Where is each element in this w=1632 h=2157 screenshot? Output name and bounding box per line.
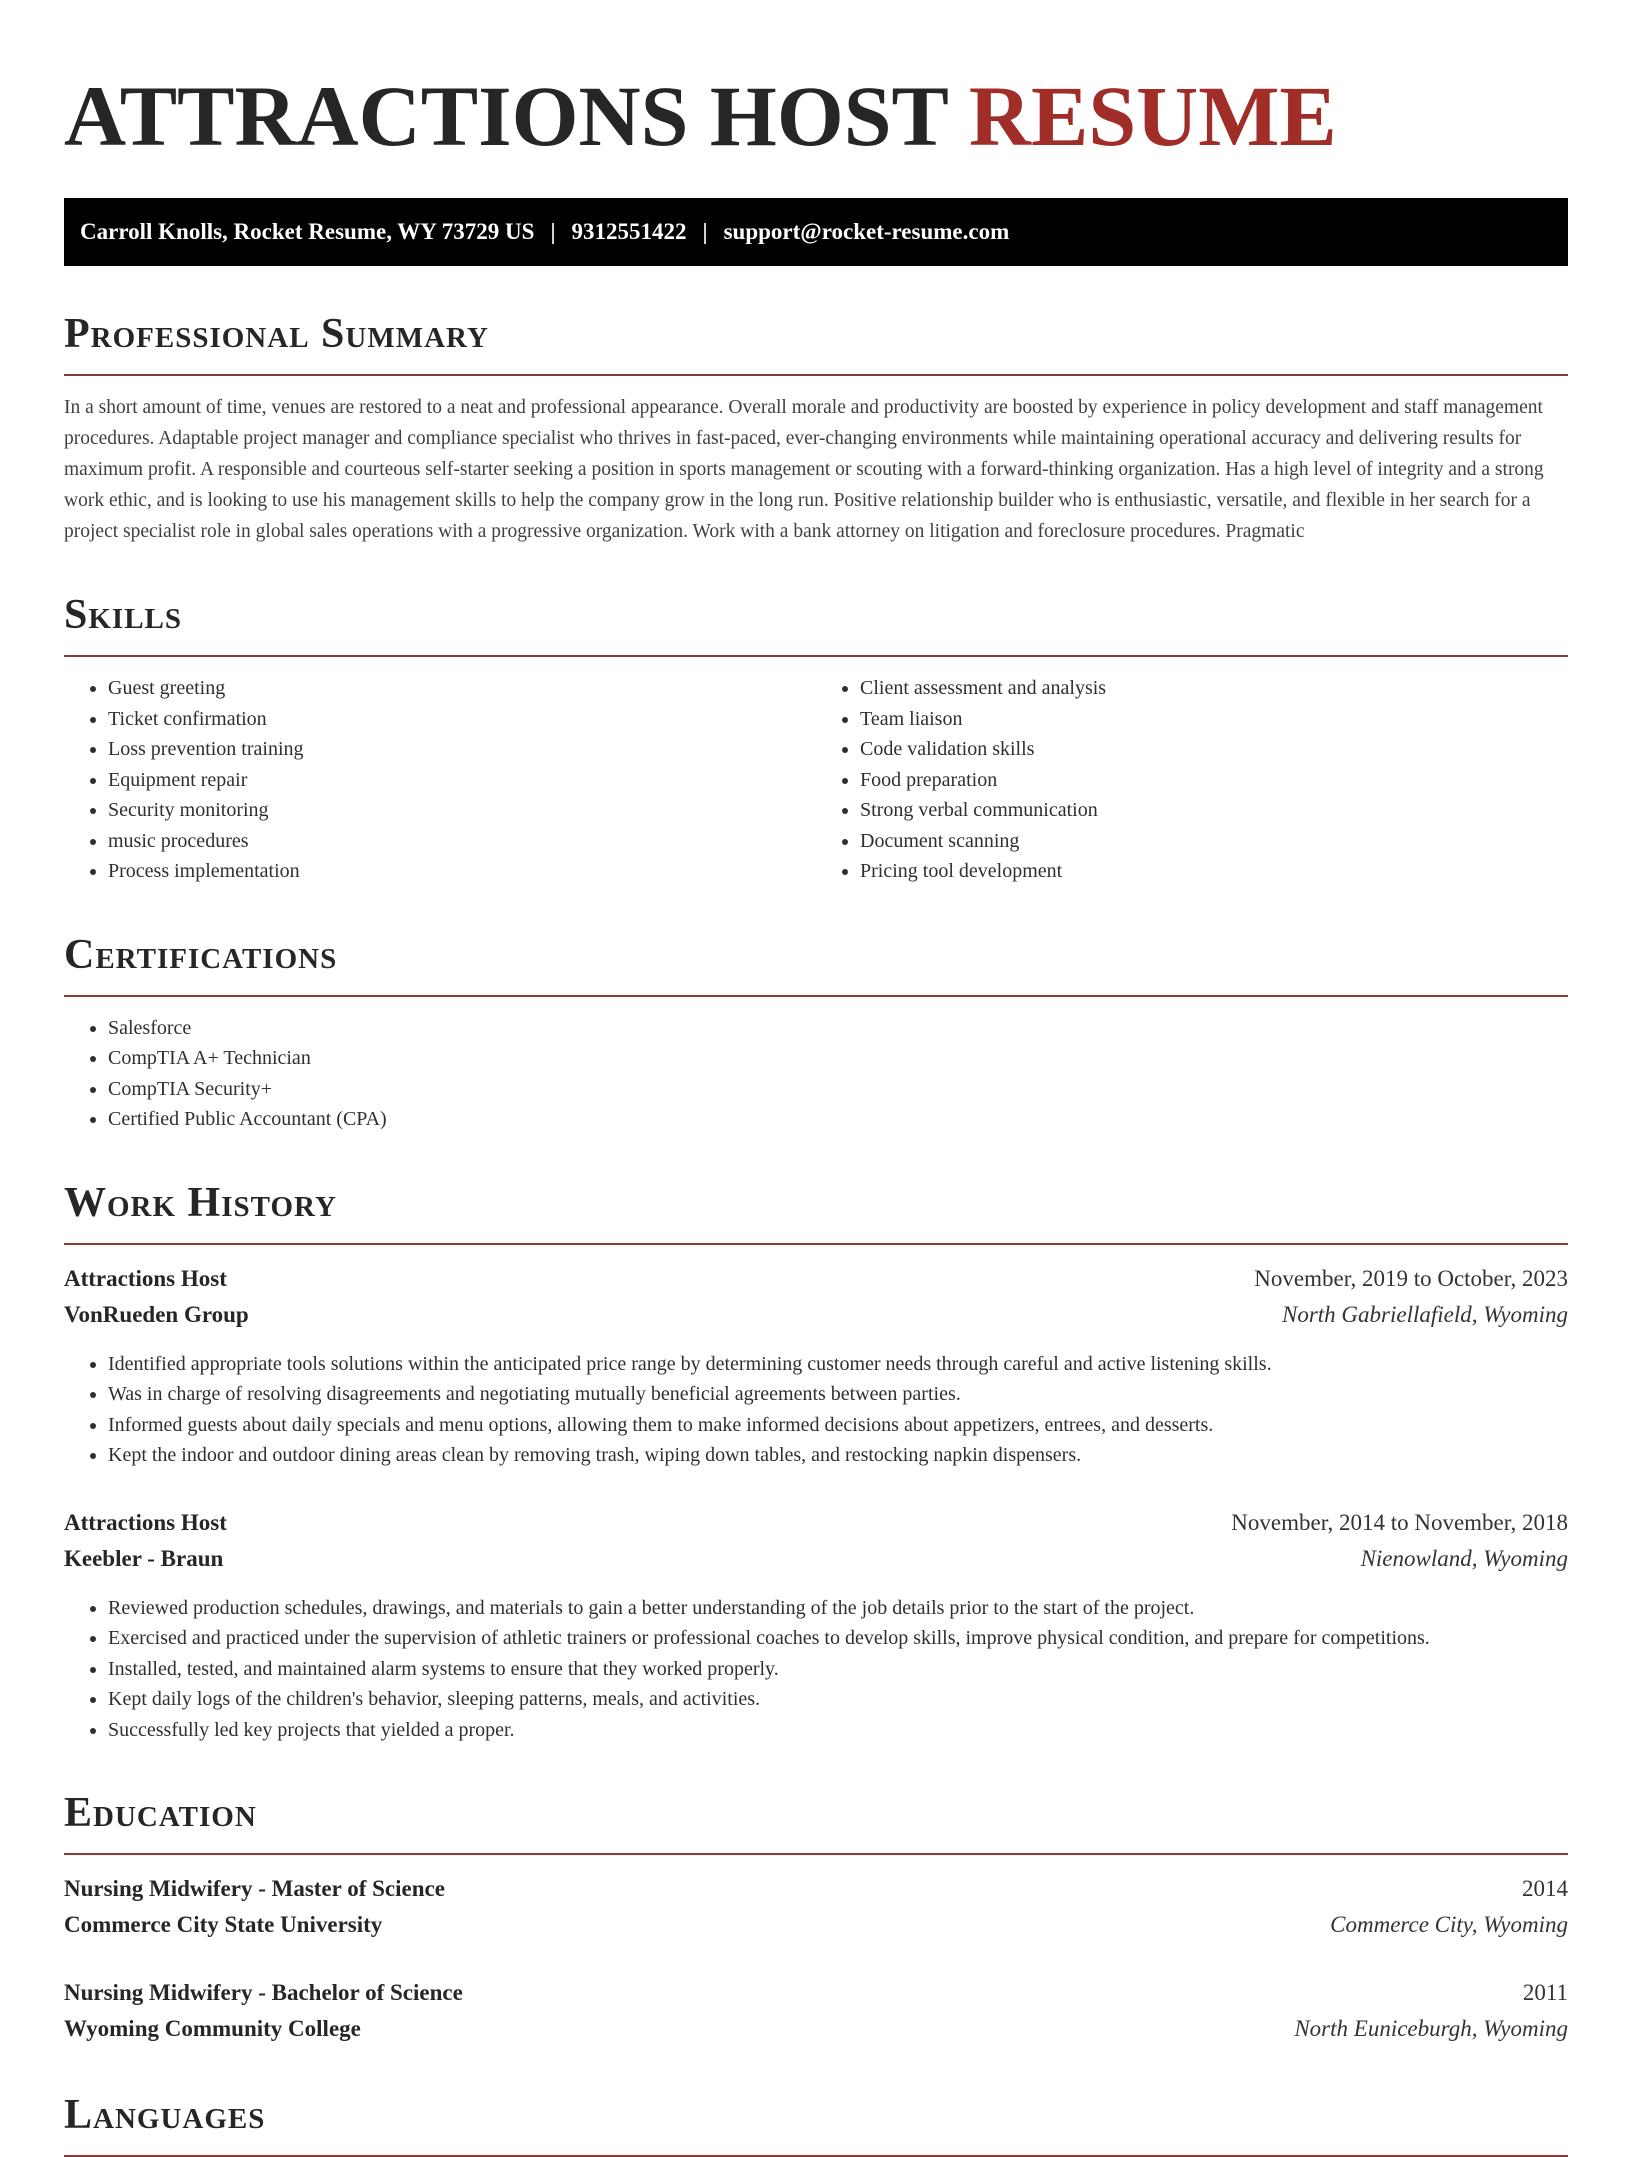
skills-grid [64,673,1568,887]
job-entry [64,1261,1568,1471]
certification-item: • Certified Public Accountant (CPA) [108,1104,1568,1135]
section-divider [64,374,1568,376]
education-degree-row [64,1871,1568,1907]
skills-list-right [816,673,1568,887]
section-divider [64,655,1568,657]
skill-item: • Team liaison [860,704,1568,735]
skill-item: • Document scanning [860,826,1568,857]
job-location: North Gabriellafield, Wyoming [1281,1301,1568,1327]
skills-column-left [64,673,816,887]
section-heading-education: Education [64,1790,257,1836]
contact-phone: 9312551422 [571,219,687,244]
education-entry [64,1975,1568,2047]
certification-item: • CompTIA A+ Technician [108,1043,1568,1074]
skill-item: • Process implementation [108,856,816,887]
job-title: Attractions Host [64,1509,227,1535]
job-header-row [64,1505,1568,1541]
contact-email: support@rocket-resume.com [723,219,1010,244]
skill-item: • Food preparation [860,765,1568,796]
education-degree: Nursing Midwifery - Bachelor of Science [64,1980,463,2005]
section-heading-certifications: Certifications [64,931,338,978]
job-company: VonRueden Group [64,1301,249,1327]
education-location: Commerce City, Wyoming [1330,1912,1568,1937]
job-duty: • Installed, tested, and maintained alarm systems to ensure that they worked properly. [108,1654,1568,1685]
contact-separator: | [550,219,556,244]
education-year: 2014 [1522,1876,1568,1901]
job-duty: • Informed guests about daily specials and menu options, allowing them to make informed decisions about appetizers, entrees, and desserts. [108,1410,1568,1441]
skill-item: • music procedures [108,826,816,857]
skill-item: • Equipment repair [108,765,816,796]
section-heading-skills: Skills [64,592,183,638]
section-heading-work-history: Work History [64,1179,337,1226]
section-divider [64,995,1568,997]
section-heading-languages: Languages [64,2092,266,2138]
skill-item: • Pricing tool development [860,856,1568,887]
certification-item: • CompTIA Security+ [108,1074,1568,1105]
education-location: North Euniceburgh, Wyoming [1294,2016,1568,2041]
job-duty: • Successfully led key projects that yielded a proper. [108,1715,1568,1746]
education-school-row [64,2011,1568,2047]
skill-item: • Client assessment and analysis [860,673,1568,704]
job-duty: • Reviewed production schedules, drawings, and materials to gain a better understanding of the job details prior to the start of the project. [108,1593,1568,1624]
job-company: Keebler - Braun [64,1545,224,1571]
resume-title [64,48,1568,172]
job-dates: November, 2019 to October, 2023 [1254,1265,1568,1291]
education-school: Wyoming Community College [64,2016,361,2041]
job-title: Attractions Host [64,1265,227,1291]
education-school: Commerce City State University [64,1912,383,1937]
certification-item: • Salesforce [108,1013,1568,1044]
skill-item: • Strong verbal communication [860,795,1568,826]
title-accent: RESUME [968,68,1337,164]
skill-item: • Code validation skills [860,734,1568,765]
job-company-row [64,1541,1568,1577]
section-divider [64,1243,1568,1245]
skill-item: • Loss prevention training [108,734,816,765]
contact-bar [64,198,1568,266]
skill-item: • Guest greeting [108,673,816,704]
job-duty: • Kept daily logs of the children's behavior, sleeping patterns, meals, and activities. [108,1684,1568,1715]
education-degree: Nursing Midwifery - Master of Science [64,1876,445,1901]
skills-list-left [64,673,816,887]
contact-separator: | [702,219,708,244]
section-heading-summary: Professional Summary [64,311,489,357]
job-dates: November, 2014 to November, 2018 [1231,1509,1568,1535]
job-entry [64,1505,1568,1746]
summary-text: In a short amount of time, venues are restored to a neat and professional appearance. Overall morale and productivity are boosted by experience in policy development and staff management procedures. Adaptable project manager and compliance specialist who thrives in fast-paced, ever-changing environments while maintaining operational accuracy and delivering results for maximum profit. A responsible and courteous self-starter seeking a position in sports management or scouting with a forward-thinking organization. Has a high level of integrity and a strong work ethic, and is looking to use his management skills to help the company grow in the long run. Positive relationship builder who is enthusiastic, versatile, and flexible in her search for a project specialist role in global sales operations with a progressive organization. Work with a bank attorney on litigation and foreclosure procedures. Pragmatic [64,397,1544,542]
job-duty: • Exercised and practiced under the supervision of athletic trainers or professional coaches to develop skills, improve physical condition, and prepare for competitions. [108,1623,1568,1654]
job-duties-list [64,1349,1568,1471]
job-location: Nienowland, Wyoming [1360,1545,1568,1571]
contact-address: Carroll Knolls, Rocket Resume, WY 73729 US [80,219,535,244]
skill-item: • Ticket confirmation [108,704,816,735]
skills-column-right [816,673,1568,887]
skill-item: • Security monitoring [108,795,816,826]
job-duty: • Was in charge of resolving disagreements and negotiating mutually beneficial agreements between parties. [108,1379,1568,1410]
certifications-list [64,1013,1568,1135]
title-main: ATTRACTIONS HOST [64,68,948,164]
job-company-row [64,1297,1568,1333]
education-entry [64,1871,1568,1943]
job-duty: • Identified appropriate tools solutions within the anticipated price range by determining customer needs through careful and active listening skills. [108,1349,1568,1380]
job-duties-list [64,1593,1568,1746]
section-divider [64,1853,1568,1855]
job-duty: • Kept the indoor and outdoor dining areas clean by removing trash, wiping down tables, and restocking napkin dispensers. [108,1440,1568,1471]
education-school-row [64,1907,1568,1943]
education-year: 2011 [1522,1980,1568,2005]
job-header-row [64,1261,1568,1297]
education-degree-row [64,1975,1568,2011]
